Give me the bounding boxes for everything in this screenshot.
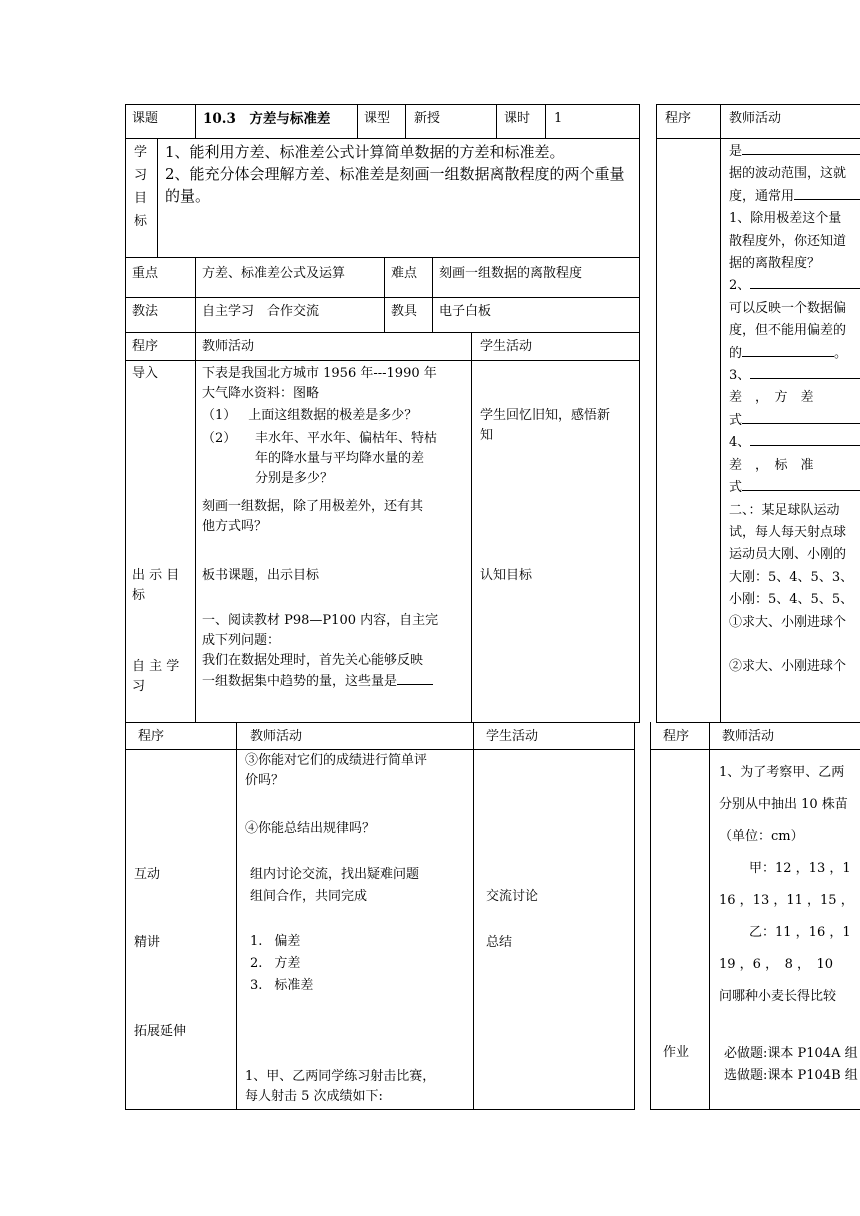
- question-4: ④你能总结出规律吗？: [245, 821, 376, 836]
- topic-label: 课题: [132, 111, 159, 126]
- student-header-2: 学生活动: [486, 729, 539, 744]
- goal-item: 2、能充分体会理解方差、标准差是刻画一组数据离散程度的两个重量的量。: [165, 165, 625, 205]
- lesson-title: 10.3 方差与标准差: [203, 111, 331, 127]
- method-value: 自主学习 合作交流: [202, 304, 320, 319]
- key-value: 方差、标准差公式及运算: [202, 266, 346, 281]
- procedure-header: 程序: [132, 339, 159, 354]
- discussion-text: 组内讨论交流，找出疑难问题 组间合作，共同完成: [250, 867, 420, 905]
- intro-student-activity: 学生回忆旧知，感悟新 知: [480, 408, 611, 444]
- teacher-header-2: 教师活动: [250, 729, 303, 744]
- tools-label: 教具: [391, 304, 418, 319]
- intro-question: 刻画一组数据，除了用极差外，还有其 他方式吗？: [202, 499, 424, 535]
- tools-value: 电子白板: [439, 304, 492, 319]
- list-item: 2. 方差: [250, 956, 301, 971]
- interact-label: 互动: [134, 867, 161, 882]
- procedure-header-3: 程序: [663, 729, 690, 744]
- extend-label: 拓展延伸: [134, 1024, 187, 1039]
- extension-text: 1、甲、乙两同学练习射击比赛， 每人射击 5 次成绩如下:: [245, 1069, 436, 1105]
- difficulty-label: 难点: [391, 266, 418, 281]
- concept-list: [250, 931, 313, 997]
- difficulty-value: 刻画一组数据的离散程度: [439, 266, 583, 281]
- question-2-text: 丰水年、平水年、偏枯年、特枯 年的降水量与平均降水量的差 分别是多少？: [255, 431, 438, 487]
- intro-label: 导入: [132, 366, 159, 381]
- right-top-content: 是 据的波动范围，这就 度，通常用 1、除用极差这个量 散程度外，你还知道 据的离散程度？ 2、 可以反映一个数据偏 度，但不能用偏差的 的 。 3、 差 ， 方 差 式 4、 差 ， 标 准 式 二、：某足球队运动 试，每人每天射点球 运动员大刚、小刚的 大刚：5、4、5、3、 小刚：5、4、5、5、 ①求大、小刚进球个 ②求大、小刚进球个: [729, 141, 860, 678]
- right-bottom-content: 1、为了考察甲、乙两 分别从中抽出 10 株苗 （单位：cm） 甲：12 ，13 ，1 16 ，13 ，11 ，15 ， 乙：11 ，16 ，1 19 ，6 ， 8 ， 10 问哪种小麦长得比较: [719, 765, 854, 1004]
- hours-value: 1: [554, 111, 563, 126]
- homework-text: 必做题:课本 P104A 组 选做题:课本 P104B 组: [724, 1046, 858, 1083]
- goal-student-activity: 认知目标: [480, 568, 533, 583]
- procedure-header-2: 程序: [138, 729, 165, 744]
- learning-goals: [165, 141, 637, 207]
- goal-step-label: 出 示 目 标: [132, 568, 180, 604]
- homework-label: 作业: [663, 1045, 690, 1060]
- goal-item: 1、能利用方差、标准差公式计算简单数据的方差和标准差。: [165, 143, 565, 161]
- question-2: （2）: [202, 431, 237, 446]
- teacher-header-right: 教师活动: [729, 111, 782, 126]
- explain-label: 精讲: [134, 935, 161, 950]
- key-label: 重点: [132, 266, 159, 281]
- hours-label: 课时: [504, 111, 531, 126]
- goals-label: 学 习 目 标: [134, 145, 148, 229]
- intro-text: 下表是我国北方城市 1956 年---1990 年 大气降水资料：图略: [202, 366, 437, 402]
- type-label: 课型: [364, 111, 391, 126]
- goal-teacher-activity: 板书课题，出示目标: [202, 568, 320, 583]
- discussion-student: 交流讨论: [486, 889, 539, 904]
- self-study-label: 自 主 学 习: [132, 659, 180, 695]
- teacher-header-3: 教师活动: [722, 729, 775, 744]
- procedure-header-right: 程序: [665, 111, 692, 126]
- student-header: 学生活动: [480, 339, 533, 354]
- teacher-header: 教师活动: [202, 339, 255, 354]
- self-study-text: 一、阅读教材 P98—P100 内容，自主完 成下列问题： 我们在数据处理时，首先关心能够反映 一组数据集中趋势的量，这些量是: [202, 613, 439, 690]
- list-item: 1. 偏差: [250, 934, 301, 949]
- method-label: 教法: [132, 304, 159, 319]
- question-3: ③你能对它们的成绩进行简单评 价吗？: [245, 753, 428, 789]
- type-value: 新授: [414, 111, 441, 126]
- list-item: 3. 标准差: [250, 978, 314, 993]
- summary-student: 总结: [486, 935, 513, 950]
- question-1: （1） 上面这组数据的极差是多少？: [202, 408, 418, 423]
